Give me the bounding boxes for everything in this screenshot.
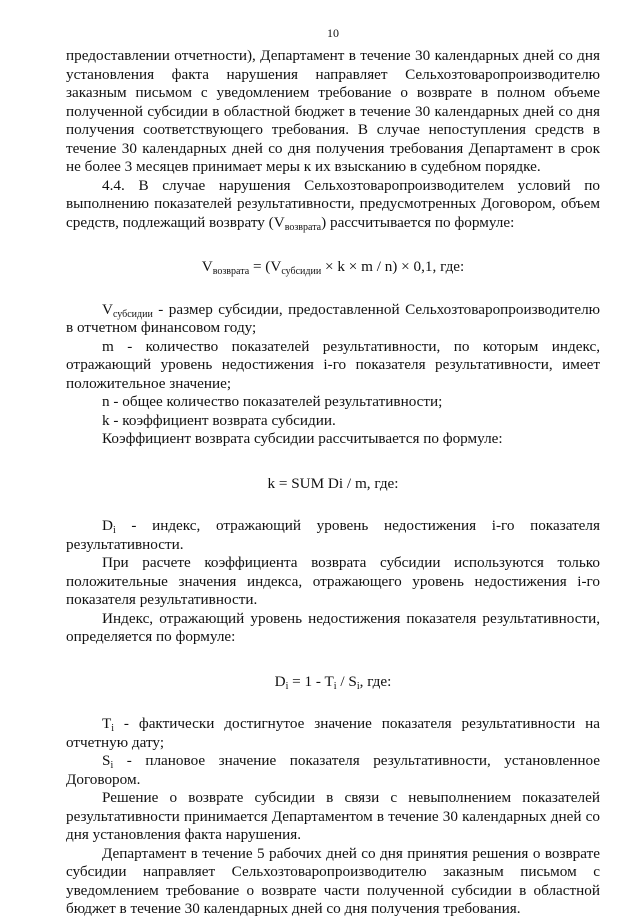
formula-index <box>66 673 600 692</box>
symbol: V <box>102 300 113 318</box>
text: 4.4. В случае нарушения Сельхозтоваропроизводителем условий по выполнению показателей результативности, предусмотренных Договором, объем средств, подлежащий возврату (V <box>66 176 600 231</box>
text: - размер субсидии, предоставленной Сельхозтоваропроизводителю в отчетном финансовом году; <box>66 300 600 336</box>
paragraph-notification: Департамент в течение 5 рабочих дней со дня принятия решения о возврате субсидии направляет Сельхозтоваропроизводителю заказным письмом с уведомлением требование о возврате части полученной субсидии в областной бюджет в течение 30 календарных дней со дня получения требования. <box>66 844 600 917</box>
definition-si <box>66 752 600 789</box>
subscript: i <box>111 723 115 734</box>
subscript: i <box>112 525 116 536</box>
subscript: субсидии <box>281 266 322 277</box>
subscript: субсидии <box>112 308 153 320</box>
formula-part: = 1 - T <box>288 672 334 690</box>
formula-part: V <box>201 258 213 275</box>
page-number: 10 <box>327 26 339 40</box>
formula-coefficient: k = SUM Di / m, где: <box>267 474 399 492</box>
subscript: возврата <box>284 221 322 233</box>
formula-part: D <box>274 672 286 690</box>
subscript: i <box>110 760 114 771</box>
symbol: T <box>102 715 112 732</box>
definition-n: n - общее количество показателей результативности; <box>102 393 443 410</box>
paragraph-positive-values: При расчете коэффициента возврата субсидии используются только положительные значения индекса, отражающего уровень недостижения i-го показателя результативности. <box>66 554 600 608</box>
formula-part: = (V <box>249 258 282 275</box>
formula-part: / S <box>336 672 357 690</box>
paragraph-continuation: предоставлении отчетности), Департамент в течение 30 календарных дней со дня установления факта нарушения направляет Сельхозтоваропроизводителю заказным письмом с уведомлением требование о возврате в полном объеме полученной субсидии в областной бюджет в течение 30 календарных дней со дня получения соответствующего требования. В случае непоступления средств в течение 30 календарных дней со дня получения требования Департамент в срок не более 3 месяцев принимает меры к их взысканию в судебном порядке. <box>66 47 600 175</box>
formula-part: , где: <box>359 672 392 690</box>
text: - плановое значение показателя результативности, установленное Договором. <box>66 752 600 788</box>
subscript: i <box>285 680 289 692</box>
subscript: i <box>333 680 337 692</box>
paragraph-decision: Решение о возврате субсидии в связи с невыполнением показателей результативности принимается Департаментом в течение 30 календарных дней со дня установления факта нарушения. <box>66 789 600 843</box>
text: ) рассчитывается по формуле: <box>321 213 515 231</box>
text: - фактически достигнутое значение показателя результативности на отчетную дату; <box>66 715 600 751</box>
definition-ti <box>66 715 600 752</box>
symbol: D <box>102 517 113 534</box>
formula-return-volume <box>66 258 600 277</box>
paragraph-index: Индекс, отражающий уровень недостижения показателя результативности, определяется по формуле: <box>66 609 600 645</box>
paragraph-coefficient: Коэффициент возврата субсидии рассчитывается по формуле: <box>102 430 503 447</box>
definition-di <box>66 517 600 554</box>
subscript: возврата <box>212 266 250 277</box>
symbol: S <box>102 752 111 769</box>
definition-v-subsidy <box>66 301 600 338</box>
paragraph-4-4 <box>66 177 600 233</box>
subscript: i <box>356 680 360 692</box>
formula-part: × k × m / n) × 0,1, где: <box>321 258 465 275</box>
definition-k: k - коэффициент возврата субсидии. <box>102 411 336 429</box>
definition-m: m - количество показателей результативности, по которым индекс, отражающий уровень недостижения i-го показателя результативности, имеет положительное значение; <box>66 337 600 392</box>
text: - индекс, отражающий уровень недостижения i-го показателя результативности. <box>66 517 600 553</box>
